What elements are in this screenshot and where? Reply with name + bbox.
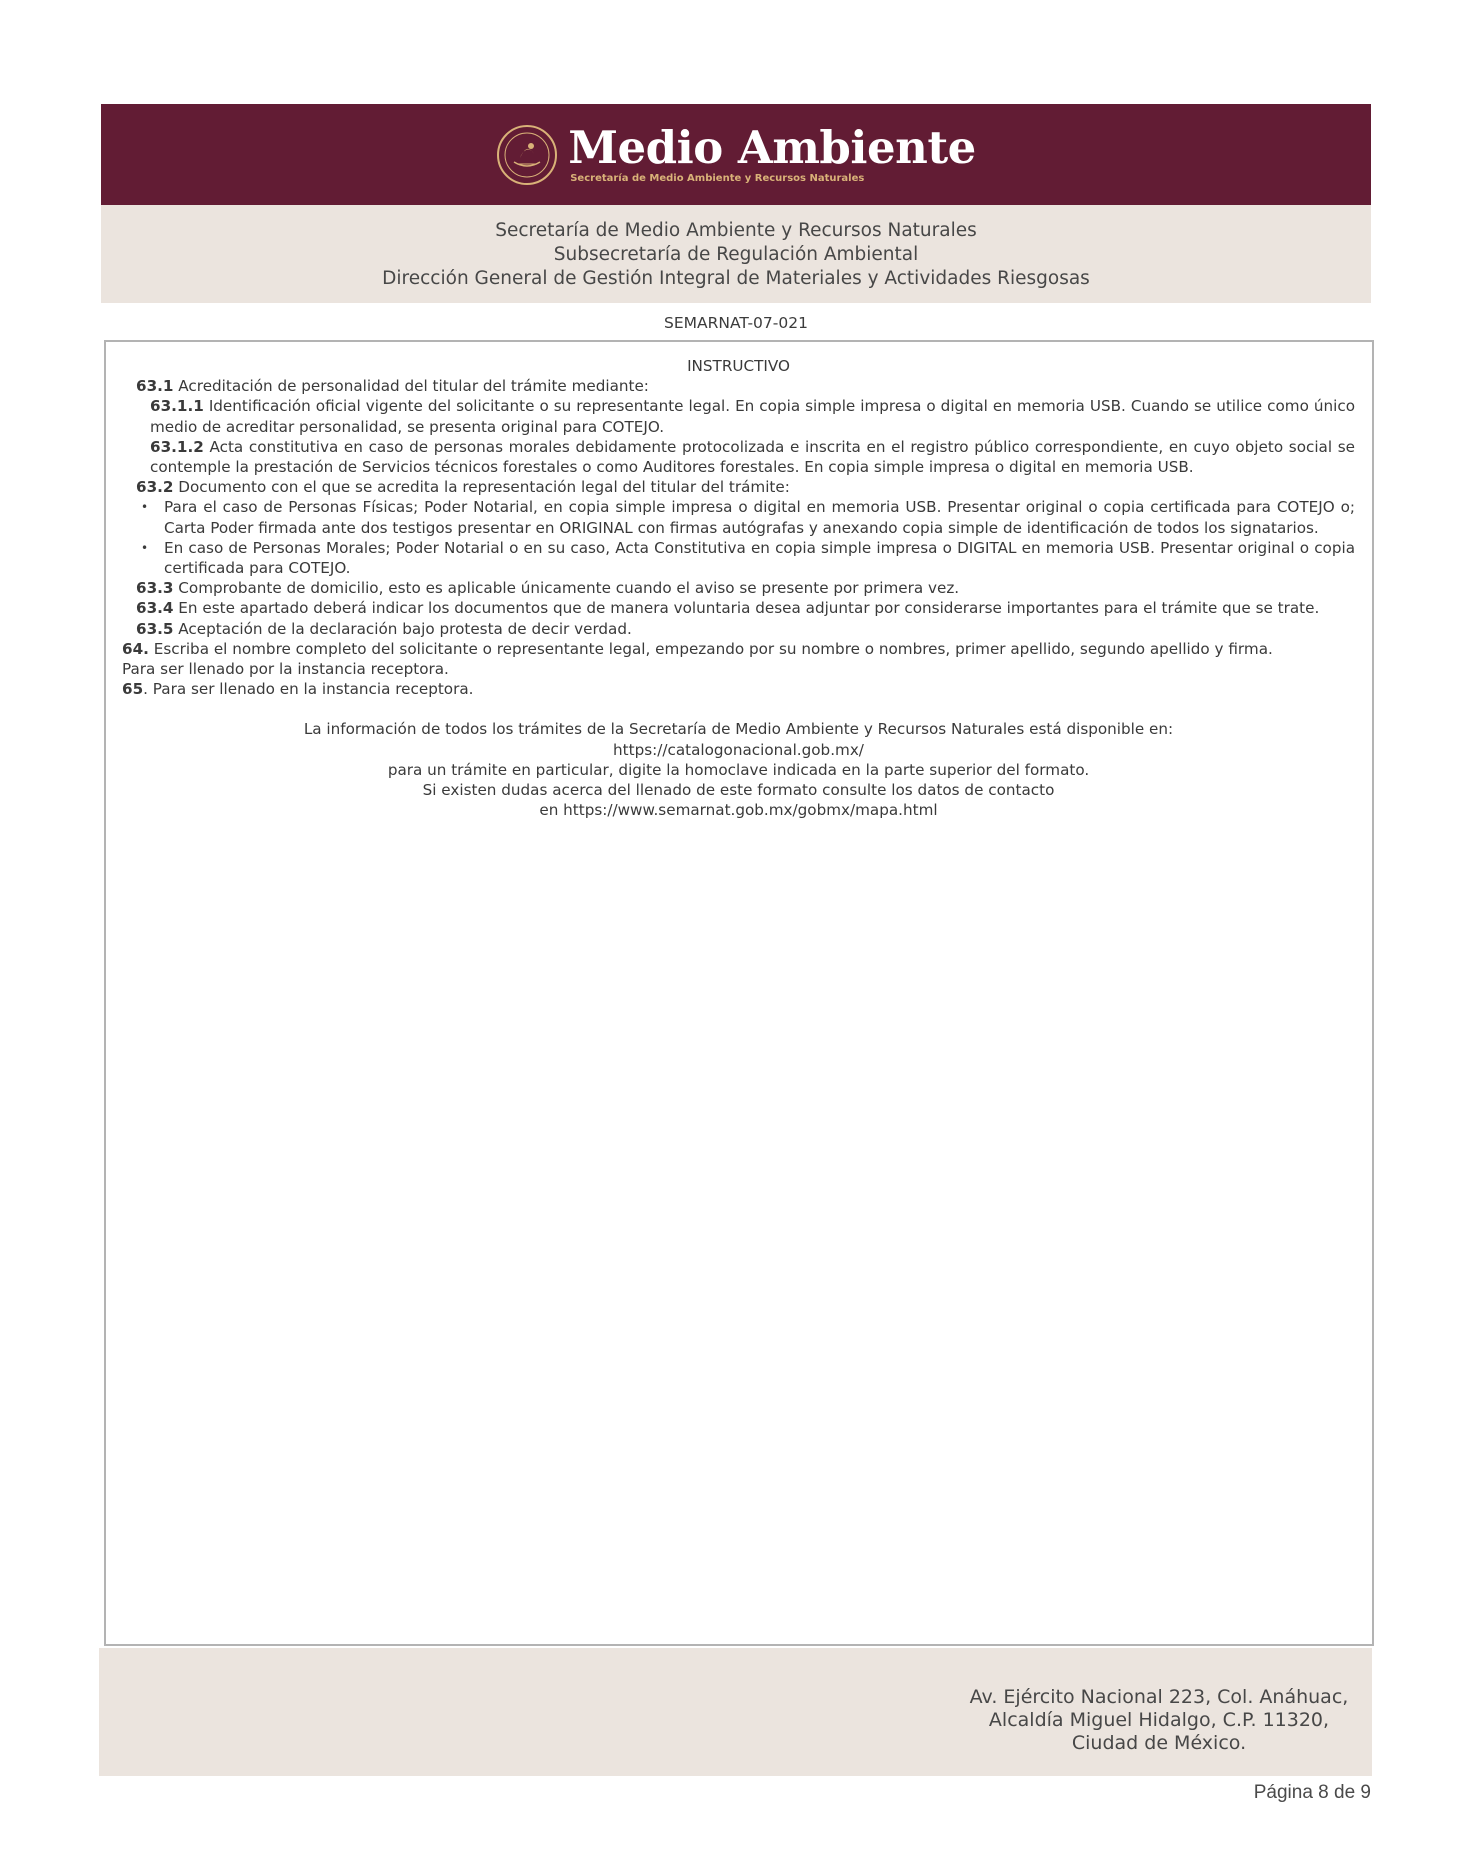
- item-number: 63.2: [136, 478, 174, 497]
- info-block: [122, 719, 1355, 820]
- item-63-3: [122, 578, 1355, 598]
- item-63-1-2: [122, 437, 1355, 477]
- address-line-3: Ciudad de México.: [1071, 1732, 1247, 1754]
- item-number: 65: [122, 680, 144, 699]
- item-number: 63.1.1: [150, 397, 204, 416]
- item-text: En este apartado deberá indicar los documentos que de manera voluntaria desea adjuntar por considerarse importantes para el trámite que se trate.: [173, 599, 1320, 618]
- page-footer: [99, 1648, 1372, 1776]
- bullet-personas-fisicas: • Para el caso de Personas Físicas; Poder Notarial, en copia simple impresa o digital en memoria USB. Presentar original o copia certificada para COTEJO o; Carta Poder firmada ante dos testigos presentar en ORIGINAL con firmas autógrafas y anexando copia simple de identificación de todos los signatarios.: [122, 497, 1355, 537]
- address: [929, 1686, 1389, 1755]
- item-number: 63.3: [136, 579, 174, 598]
- page-number: Página 8 de 9: [1253, 1782, 1371, 1803]
- item-number: 63.4: [136, 599, 174, 618]
- national-seal-icon: [496, 124, 558, 186]
- brand-logo: [496, 121, 976, 186]
- item-63-2: [122, 477, 1355, 497]
- item-63-1-1: [122, 396, 1355, 436]
- item-text: Aceptación de la declaración bajo protesta de decir verdad.: [173, 619, 632, 638]
- agency-header: [101, 205, 1371, 303]
- info-line-1: La información de todos los trámites de la Secretaría de Medio Ambiente y Recursos Naturales está disponible en:: [303, 720, 1174, 739]
- item-text: Escriba el nombre completo del solicitante o representante legal, empezando por su nombre o nombres, primer apellido, segundo apellido y firma.: [148, 639, 1273, 658]
- instructions-title: INSTRUCTIVO: [687, 357, 790, 375]
- item-65: [122, 679, 1355, 699]
- address-line-2: Alcaldía Miguel Hidalgo, C.P. 11320,: [988, 1709, 1330, 1731]
- item-text: Acreditación de personalidad del titular del trámite mediante:: [173, 377, 649, 396]
- item-text: Identificación oficial vigente del solicitante o su representante legal. En copia simple impresa o digital en memoria USB. Cuando se utilice como único medio de acreditar personalidad, se presenta original para COTEJO.: [150, 397, 1355, 436]
- item-64: [122, 639, 1355, 659]
- brand-title: Medio Ambiente: [568, 121, 976, 174]
- info-line-4: Si existen dudas acerca del llenado de este formato consulte los datos de contacto: [422, 781, 1055, 800]
- item-text: Documento con el que se acredita la representación legal del titular del trámite:: [173, 478, 790, 497]
- item-63-4: [122, 598, 1355, 618]
- item-63-5: [122, 619, 1355, 639]
- item-number: 64.: [122, 639, 149, 658]
- brand-subtitle: Secretaría de Medio Ambiente y Recursos Naturales: [570, 173, 865, 184]
- item-number: 63.1: [136, 377, 174, 396]
- item-text: . Para ser llenado en la instancia receptora.: [143, 680, 474, 699]
- address-line-1: Av. Ejército Nacional 223, Col. Anáhuac,: [969, 1686, 1349, 1708]
- item-63-1: [122, 376, 1355, 396]
- header-line-3: Dirección General de Gestión Integral de Materiales y Actividades Riesgosas: [382, 268, 1090, 289]
- item-number: 63.1.2: [150, 437, 204, 456]
- header-line-1: Secretaría de Medio Ambiente y Recursos Naturales: [495, 220, 977, 241]
- info-line-3: para un trámite en particular, digite la homoclave indicada en la parte superior del formato.: [387, 760, 1090, 779]
- bullet-personas-morales: • En caso de Personas Morales; Poder Notarial o en su caso, Acta Constitutiva en copia simple impresa o DIGITAL en memoria USB. Presentar original o copia certificada para COTEJO.: [122, 538, 1355, 578]
- catalog-link[interactable]: https://catalogonacional.gob.mx/: [613, 740, 864, 759]
- header-banner: [101, 104, 1371, 205]
- item-64-note: Para ser llenado por la instancia receptora.: [122, 660, 449, 679]
- item-text: Comprobante de domicilio, esto es aplicable únicamente cuando el aviso se presente por primera vez.: [173, 579, 960, 598]
- instructions-box: [104, 340, 1374, 1646]
- item-number: 63.5: [136, 619, 174, 638]
- contact-link[interactable]: en https://www.semarnat.gob.mx/gobmx/mapa.html: [539, 801, 938, 820]
- item-text: Acta constitutiva en caso de personas morales debidamente protocolizada e inscrita en el registro público correspondiente, en cuyo objeto social se contemple la prestación de Servicios técnicos forestales o como Auditores forestales. En copia simple impresa o digital en memoria USB.: [150, 437, 1355, 477]
- header-line-2: Subsecretaría de Regulación Ambiental: [553, 244, 919, 265]
- form-code: SEMARNAT-07-021: [664, 314, 808, 332]
